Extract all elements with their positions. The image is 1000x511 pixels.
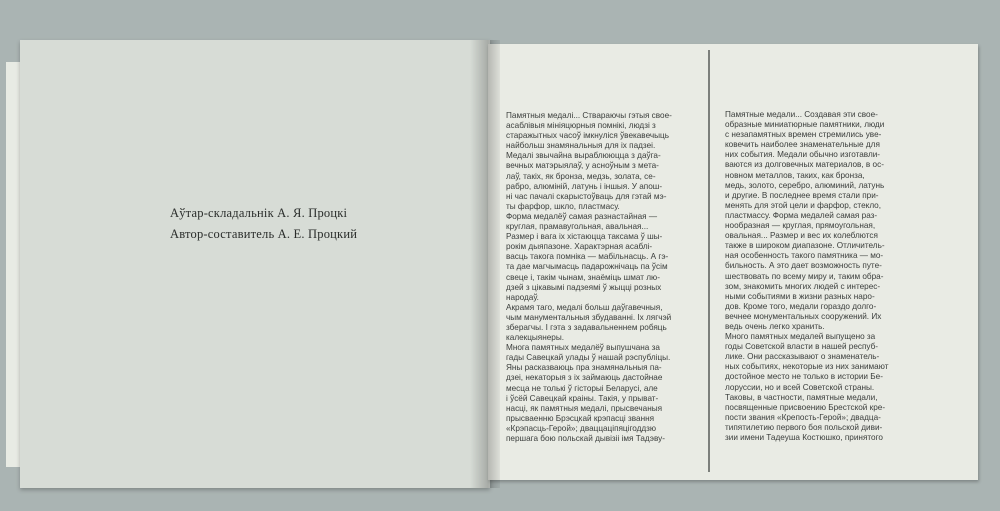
text-line: Форма медалёў самая разнастайная — [506, 211, 658, 221]
text-line: Медалі звычайна выраблююцца з даўга- [506, 151, 661, 161]
text-line: «Крэпасць-Герой»; дваццаціпяцігоддзю [506, 423, 657, 433]
text-line: образные миниатюрные памятники, люди [725, 120, 885, 130]
text-line: першага бою польскай дывізіі імя Тадэву- [506, 434, 665, 443]
text-line: рабро, алюміній, латунь і іншыя. У апош- [506, 181, 663, 191]
text-line: также в широком диапазоне. Отличитель- [725, 241, 885, 251]
text-line: вечнее монументальных сооружений. Их [725, 311, 882, 321]
text-line: месца не толькі ў гісторыі Беларусі, але [506, 383, 658, 393]
text-line: новном металлов, таких, как бронза, [725, 170, 865, 180]
text-line: годы Советской власти в нашей респуб- [725, 342, 879, 352]
text-line: зии имени Тадеуша Костюшко, принятого [725, 433, 883, 442]
text-line: шествовать по всему миру и, таким обра- [725, 271, 884, 281]
text-line: зберагчы. І гэта з задавальненнем робяць [506, 322, 667, 332]
text-column-belarusian [506, 111, 672, 444]
text-line: старажытных часоў імкнуліся ўвекавечыць [506, 131, 669, 141]
text-line: ты фарфор, шкло, пластмасу. [506, 201, 620, 211]
book-gutter [470, 40, 500, 488]
text-line: бильность. А это дает возможность путе- [725, 261, 882, 271]
text-line: нообразная — круглая, прямоугольная, [725, 221, 876, 231]
text-line: лике. Они рассказывают о знаменатель- [725, 352, 880, 362]
text-line: свеце і, такім чынам, знаёміць шмат лю- [506, 272, 660, 282]
text-line: Размер і вага іх хістаюцца таксама ў шы- [506, 232, 663, 242]
left-page [20, 40, 490, 488]
text-line: типятилетию первого боя польской диви- [725, 422, 883, 432]
text-line: вечных матэрыялаў, у асноўным з мета- [506, 161, 659, 171]
text-line: і ўсёй Савецкай краіны. Такія, у прыват- [506, 393, 659, 403]
text-line: пости звания «Крепость-Герой»; двадца- [725, 412, 881, 422]
text-line: дзей з цікавымі падзеямі ў жыцці розных [506, 282, 662, 292]
text-line: народаў. [506, 292, 539, 302]
text-line: дзеі, некаторыя з іх займаюць дастойнае [506, 373, 663, 383]
text-line: круглая, прамавугольная, авальная... [506, 222, 649, 232]
text-line: ная особенность такого памятника — мо- [725, 251, 884, 261]
text-line: та дае магчымасць падарожнічаць па ўсім [506, 262, 668, 272]
text-line: Много памятных медалей выпущено за [725, 332, 876, 342]
text-line: ными событиями в жизни разных наро- [725, 291, 875, 301]
text-line: рокім дыяпазоне. Характэрная асаблі- [506, 242, 653, 252]
text-line: ведь очень легко хранить. [725, 321, 825, 331]
text-line: ваются из долговечных материалов, в ос- [725, 160, 884, 170]
text-line: дов. Кроме того, медали гораздо долго- [725, 301, 877, 311]
text-line: васць такога помніка — мабільнасць. А гэ- [506, 252, 669, 262]
column-divider [708, 50, 710, 472]
text-line: гады Савецкай улады ў нашай рэспубліцы. [506, 353, 671, 363]
text-line: пластмассу. Форма медалей самая раз- [725, 210, 878, 220]
text-line: менять для этой цели и фарфор, стекло, [725, 200, 882, 210]
text-line: Таковы, в частности, памятные медали, [725, 392, 878, 402]
author-compiler-by: Аўтар-складальнік А. Я. Процкі [170, 206, 348, 220]
text-line: них события. Медали обычно изготавли- [725, 150, 881, 160]
text-line: Яны расказваюць пра знамянальныя па- [506, 363, 662, 373]
text-line: ні час пачалі скарыстоўваць для гэтай мэ- [506, 191, 667, 201]
text-line: калекцыянеры. [506, 333, 565, 343]
text-line: насці, як памятныя медалі, прысвечаныя [506, 403, 663, 413]
text-line: посвященные присвоению Брестской кре- [725, 402, 886, 412]
text-line: ковечить наиболее знаменательные для [725, 140, 880, 150]
text-line: и другие. В последнее время стали при- [725, 190, 879, 200]
author-compiler-ru: Автор-составитель А. Е. Процкий [170, 227, 358, 241]
text-line: Многа памятных медалёў выпушчана за [506, 343, 660, 353]
text-line: лоруссии, но и всей Советской страны. [725, 382, 875, 392]
text-line: прысваенню Брэсцкай крэпасці звання [506, 413, 655, 423]
text-line: зом, знакомить многих людей с интерес- [725, 281, 881, 291]
text-line: с незапамятных времен стремились уве- [725, 130, 882, 140]
text-line: медь, золото, серебро, алюминий, латунь [725, 180, 885, 190]
text-line: Памятныя медалі... Ствараючы гэтыя свое- [506, 111, 672, 120]
text-line: овальная... Размер и вес их колеблются [725, 231, 878, 241]
text-line: лаў, такіх, як бронза, медзь, золата, се- [506, 171, 656, 181]
text-line: найбольш знамянальныя для іх падзеі. [506, 141, 656, 151]
text-line: Акрамя таго, медалі больш даўгавечныя, [506, 302, 663, 312]
text-column-russian [725, 110, 888, 443]
text-line: достойное место не только в истории Бе- [725, 372, 883, 382]
text-line: чым манументальныя збудаванні. Іх лягчэй [506, 312, 672, 322]
text-line: ных событиях, некоторые из них занимают [725, 362, 889, 372]
text-line: асаблівыя мініяцюрныя помнікі, людзі з [506, 121, 656, 131]
text-line: Памятные медали... Создавая эти свое- [725, 110, 878, 119]
